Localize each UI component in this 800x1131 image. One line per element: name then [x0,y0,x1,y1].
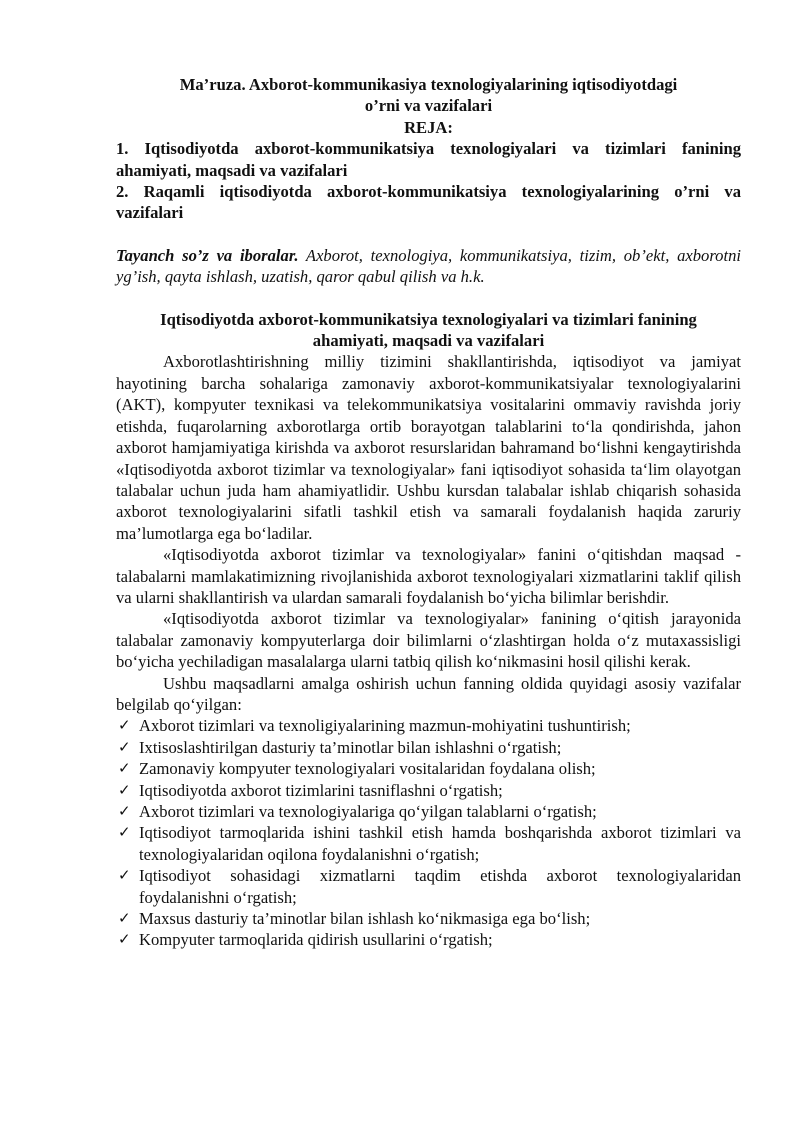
keywords-text: Axborot, texnologiya, kommunikatsiya, tizim, ob’ekt, axborotni yg’ish, qayta ishlash, uzatish, qaror qabul qilish va h.k. [116,245,741,287]
paragraph-2: «Iqtisodiyotda axborot tizimlar va texnologiyalar» fanini o‘qitishdan maqsad - talabalarni mamlakatimizning rivojlanishida axborot texnologiyalari xizmatlarini taklif qilish va ularni shakllantirish va ulardan samarali foydalanish bo‘yicha bilimlar berishdir. [116,545,741,607]
checkmark-icon: ✓ [118,866,131,885]
checkmark-icon: ✓ [118,716,131,735]
paragraph-4: Ushbu maqsadlarni amalga oshirish uchun fanning oldida quyidagi asosiy vazifalar belgilab qo‘yilgan: [116,673,741,714]
list-item: ✓ Zamonaviy kompyuter texnologiyalari vositalaridan foydalana olish; [118,759,596,779]
list-item: ✓ Kompyuter tarmoqlarida qidirish usullarini o‘rgatish; [118,930,493,950]
checkmark-icon: ✓ [118,802,131,820]
title-line-1: Ma’ruza. Axborot-kommunikasiya texnologiyalarining iqtisodiyotdagi [179,75,678,94]
section-heading [116,309,741,352]
document-title [116,74,741,117]
plan-label: REJA: [404,117,453,137]
keywords-paragraph [116,245,741,288]
checkmark-icon: ✓ [118,909,131,928]
keywords-label: Tayanch so’z va iboralar. [116,245,299,265]
checkmark-icon: ✓ [118,759,131,778]
list-item: ✓ Ixtisoslashtirilgan dasturiy ta’minotlar bilan ishlashni o‘rgatish; [118,737,562,757]
checkmark-icon: ✓ [118,780,131,799]
section-heading-line-2: ahamiyati, maqsadi va vazifalari [312,331,545,351]
list-item: ✓ Iqtisodiyot sohasidagi xizmatlarni taqdim etishda axborot texnologiyalaridan foydalanishni o‘rgatish; [118,866,741,907]
list-item: ✓ Axborot tizimlari va texnologiyalariga qo‘yilgan talablarni o‘rgatish; [118,802,597,821]
plan-item-1: 1. Iqtisodiyotda axborot-kommunikatsiya texnologiyalari va tizimlari fanining ahamiyati, maqsadi va vazifalari [116,139,741,180]
task-list [116,715,741,950]
list-item: ✓ Maxsus dasturiy ta’minotlar bilan ishlash ko‘nikmasiga ega bo‘lish; [118,909,591,929]
document-page [116,74,741,951]
checkmark-icon: ✓ [118,737,131,756]
section-heading-line-1: Iqtisodiyotda axborot-kommunikatsiya texnologiyalari va tizimlari fanining [160,309,697,329]
list-item: ✓ Axborot tizimlari va texnoligiyalarining mazmun-mohiyatini tushuntirish; [118,716,631,736]
checkmark-icon: ✓ [118,930,131,949]
paragraph-3: «Iqtisodiyotda axborot tizimlar va texnologiyalar» fanining o‘qitish jarayonida talabalar zamonaviy kompyuterlarga doir bilimlarni o‘zlashtirgan holda o‘z mutaxassisligi bo‘yicha yechiladigan masalalarga ularni tatbiq qilish ko‘nikmasini hosil qilishi kerak. [116,609,741,672]
paragraph-1: Axborotlashtirishning milliy tizimini shakllantirishda, iqtisodiyot va jamiyat hayotining barcha sohalariga zamonaviy axborot-kommunikatsiyalar texnologiyalarini (AKT), kompyuter texnikasi va telekommunikatsiya vositalarini ommaviy ravishda joriy etishda, fuqarolarning axborotlarga ortib borayotgan talablarini to‘la qondirishda, jahon axborot hamjamiyatiga kirishda va axborot resurslaridan bahramand bo‘lishni kengaytirishda «Iqtisodiyotda axborot tizimlar va texnologiyalar» fani iqtisodiyot sohasida ta‘lim olayotgan talabalar uchun juda ham ahamiyatlidir. Ushbu kursdan talabalar ishlab chiqarish sohasida axborot texnologiyalarini sifatli tashkil etish va samarali foydalanish haqida zaruriy ma’lumotlarga ega bo‘ladilar. [116,352,741,543]
list-item: ✓ Iqtisodiyotda axborot tizimlarini tasniflashni o‘rgatish; [118,780,503,800]
title-line-2: o’rni va vazifalari [364,96,493,116]
list-item: ✓ Iqtisodiyot tarmoqlarida ishini tashkil etish hamda boshqarishda axborot tizimlari va texnologiyalaridan oqilona foydalanishni o‘rgatish; [118,823,741,864]
plan-item-2: 2. Raqamli iqtisodiyotda axborot-kommunikatsiya texnologiyalarining o’rni va vazifalari [116,182,741,223]
checkmark-icon: ✓ [118,823,131,842]
